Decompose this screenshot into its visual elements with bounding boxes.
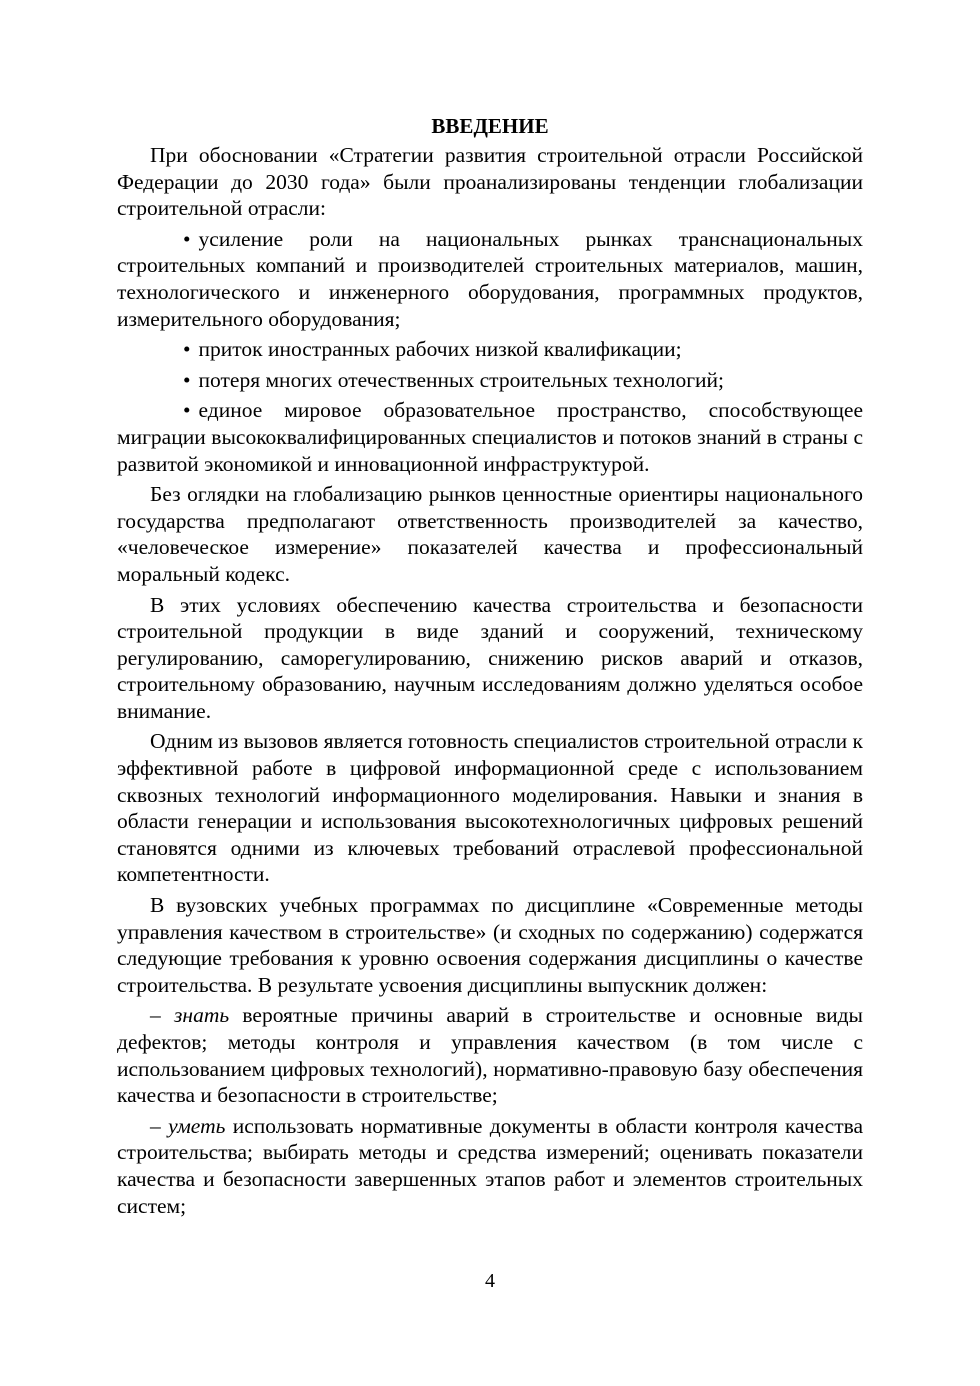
document-page bbox=[117, 110, 863, 1223]
bullet-item bbox=[117, 336, 863, 363]
body-paragraph: Одним из вызовов является готовность специалистов строительной отрасли к эффективной работе в цифровой информационной среде с использованием сквозных технологий информационного моделирования. Навыки и знания в области генерации и использования высокотехнологичных цифровых решений становятся одними из ключевых требований отраслевой профессиональной компетентности. bbox=[117, 729, 863, 887]
bullet-icon: • bbox=[183, 337, 191, 362]
requirement-term: уметь bbox=[168, 1113, 226, 1138]
page-number: 4 bbox=[485, 1270, 495, 1292]
requirement-text: использовать нормативные документы в области контроля качества строительства; выбирать методы и средства измерений; оценивать показатели качества и безопасности завершенных этапов работ и элементов строительных систем; bbox=[117, 1113, 864, 1218]
body-paragraph: В вузовских учебных программах по дисциплине «Современные методы управления качеством в строительстве» (и сходных по содержанию) содержатся следующие требования к уровню освоения содержания дисциплины о качестве строительства. В результате усвоения дисциплины выпускник должен: bbox=[117, 893, 863, 997]
bullet-item bbox=[117, 367, 863, 394]
bullet-icon: • bbox=[183, 398, 191, 423]
bullet-item bbox=[117, 226, 863, 332]
requirement-text: вероятные причины аварий в строительстве и основные виды дефектов; методы контроля и управления качеством (в том числе с использованием цифровых технологий), нормативно-правовую базу обеспечения качества и безопасности в строительстве; bbox=[117, 1003, 863, 1108]
requirement-dash: – bbox=[150, 1003, 161, 1028]
requirement-term: знать bbox=[174, 1003, 230, 1028]
body-paragraph: В этих условиях обеспечению качества строительства и безопасности строительной продукции в виде зданий и сооружений, техническому регулированию, саморегулированию, снижению рисков аварий и отказов, строительному образованию, научным исследованиям должно уделяться особое внимание. bbox=[117, 592, 863, 723]
intro-paragraph: При обосновании «Стратегии развития строительной отрасли Российской Федерации до 2030 года» были проанализированы тенденции глобализации строительной отрасли: bbox=[117, 143, 863, 221]
section-title: ВВЕДЕНИЕ bbox=[431, 114, 549, 138]
bullet-text: единое мировое образовательное пространство, способствующее миграции высококвалифицированных специалистов и потоков знаний в страны с развитой экономикой и инновационной инфраструктурой. bbox=[117, 398, 863, 476]
bullet-icon: • bbox=[183, 367, 191, 392]
requirement-dash: – bbox=[150, 1113, 161, 1138]
bullet-icon: • bbox=[183, 226, 191, 251]
bullet-text: приток иностранных рабочих низкой квалификации; bbox=[198, 337, 682, 362]
body-paragraph: Без оглядки на глобализацию рынков ценностные ориентиры национального государства предполагают ответственность производителей за качество, «человеческое измерение» показателей качества и профессиональный моральный кодекс. bbox=[117, 482, 863, 586]
requirement-item bbox=[117, 1113, 863, 1219]
bullet-text: усиление роли на национальных рынках транснациональных строительных компаний и производителей строительных материалов, машин, технологического и инженерного оборудования, программных продуктов, измерительного оборудования; bbox=[117, 226, 863, 331]
bullet-text: потеря многих отечественных строительных технологий; bbox=[198, 367, 725, 392]
requirement-item bbox=[117, 1002, 863, 1108]
bullet-item bbox=[117, 397, 863, 477]
